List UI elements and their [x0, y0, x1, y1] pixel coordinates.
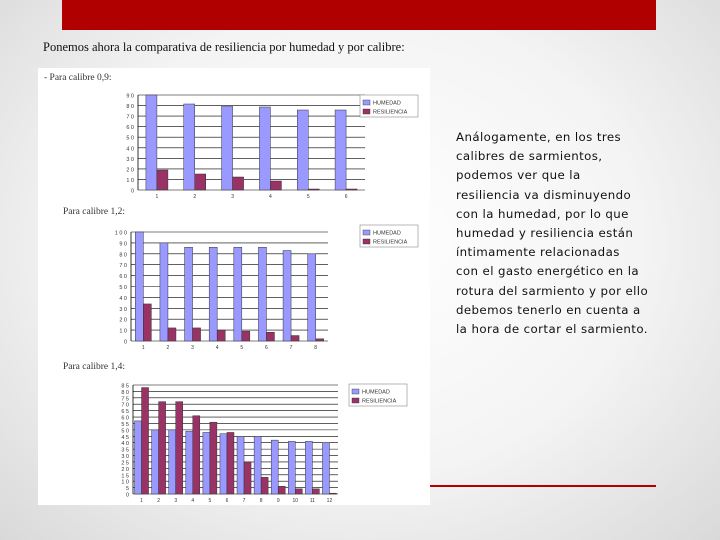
slide-heading: Ponemos ahora la comparativa de resiliencia por humedad y por calibre: — [43, 40, 405, 54]
x-tick-label: 4 — [269, 194, 272, 200]
paragraph-line: con la humedad, por lo que — [456, 206, 629, 221]
paragraph-line: la hora de cortar el sarmiento. — [456, 322, 648, 337]
bar-resiliencia — [210, 422, 217, 494]
bar-humedad — [322, 443, 329, 494]
paragraph-line: rotura del sarmiento y por ello — [456, 283, 649, 298]
y-tick-label: 8 5 — [121, 383, 129, 390]
y-tick-label: 6 5 — [121, 409, 129, 416]
y-tick-label: 3 5 — [121, 447, 129, 454]
x-tick-label: 5 — [208, 498, 212, 504]
legend-label: HUMEDAD — [373, 100, 401, 107]
y-tick-label: 5 0 — [126, 135, 134, 142]
bar-resiliencia — [142, 388, 149, 494]
y-tick-label: 7 0 — [121, 402, 129, 409]
y-tick-label: 6 0 — [119, 274, 127, 281]
y-tick-label: 0 — [130, 188, 134, 195]
bar-humedad — [237, 436, 244, 494]
y-tick-label: 5 — [125, 486, 129, 493]
chart-calibre-1-4 — [38, 68, 430, 505]
bar-humedad — [254, 436, 261, 494]
y-tick-label: 1 0 — [126, 177, 134, 184]
paragraph-line: con el gasto energético en la — [456, 264, 640, 279]
bar-humedad — [169, 430, 176, 494]
charts-figure — [38, 68, 430, 505]
legend-swatch — [352, 398, 359, 403]
bar-humedad — [305, 441, 312, 494]
y-tick-label: 3 0 — [121, 454, 129, 461]
x-tick-label: 3 — [231, 194, 234, 200]
y-tick-label: 3 0 — [126, 156, 134, 163]
bar-resiliencia — [261, 477, 268, 494]
y-tick-label: 7 0 — [119, 263, 127, 270]
bar-humedad — [186, 431, 193, 494]
y-tick-label: 8 0 — [126, 104, 134, 111]
x-tick-label: 2 — [157, 498, 161, 504]
y-tick-label: 2 0 — [119, 317, 127, 324]
title-accent-bar — [62, 0, 656, 30]
paragraph-line: íntimamente relacionadas — [456, 245, 620, 260]
y-tick-label: 1 0 — [121, 479, 129, 486]
x-tick-label: 2 — [193, 194, 197, 200]
bar-resiliencia — [176, 402, 183, 494]
paragraph-line: humedad y resiliencia están — [456, 226, 634, 241]
x-tick-label: 11 — [309, 498, 315, 504]
y-tick-label: 6 0 — [126, 125, 134, 132]
legend-label: RESILIENCIA — [373, 109, 408, 116]
x-tick-label: 1 — [141, 345, 145, 351]
x-tick-label: 7 — [289, 345, 293, 351]
x-tick-label: 6 — [225, 498, 229, 504]
paragraph-line: resiliencia va disminuyendo — [456, 187, 632, 202]
bar-resiliencia — [227, 432, 234, 494]
x-tick-label: 8 — [259, 498, 263, 504]
bar-resiliencia — [312, 489, 319, 494]
bar-humedad — [203, 432, 210, 494]
bar-humedad — [288, 441, 295, 494]
y-tick-label: 9 0 — [119, 241, 127, 248]
y-tick-label: 4 0 — [119, 295, 127, 302]
x-tick-label: 8 — [314, 345, 318, 351]
x-tick-label: 7 — [242, 498, 246, 504]
legend-swatch — [352, 389, 359, 394]
bar-humedad — [271, 440, 278, 494]
paragraph-line: podemos ver que la — [456, 168, 581, 183]
bar-humedad — [220, 434, 227, 494]
y-tick-label: 1 5 — [121, 473, 129, 480]
paragraph-line: Análogamente, en los tres — [456, 130, 622, 144]
y-tick-label: 5 0 — [119, 285, 127, 291]
x-tick-label: 2 — [166, 345, 170, 351]
y-tick-label: 1 0 0 — [114, 230, 127, 237]
legend-label: RESILIENCIA — [373, 239, 408, 246]
y-tick-label: 4 0 — [126, 146, 134, 153]
x-tick-label: 6 — [344, 194, 348, 200]
y-tick-label: 0 — [123, 339, 127, 346]
x-tick-label: 5 — [240, 345, 244, 351]
y-tick-label: 1 0 — [119, 328, 127, 335]
chart-1-title: - Para calibre 0,9: — [44, 73, 112, 83]
bar-humedad — [135, 421, 142, 494]
y-tick-label: 2 0 — [126, 167, 134, 174]
bar-resiliencia — [329, 493, 336, 494]
y-tick-label: 8 0 — [121, 389, 129, 396]
x-tick-label: 12 — [326, 498, 333, 504]
legend-label: RESILIENCIA — [362, 398, 397, 405]
y-tick-label: 7 0 — [126, 114, 134, 121]
bar-humedad — [152, 430, 159, 494]
y-tick-label: 5 5 — [121, 421, 129, 428]
x-tick-label: 1 — [155, 194, 159, 200]
y-tick-label: 2 5 — [121, 460, 129, 467]
bottom-accent-line — [430, 485, 656, 487]
y-tick-label: 2 0 — [121, 466, 129, 473]
x-tick-label: 6 — [265, 345, 268, 351]
x-tick-label: 1 — [140, 498, 143, 504]
y-tick-label: 3 0 — [119, 306, 127, 313]
paragraph-line: debemos tenerlo en cuenta a — [456, 302, 641, 317]
y-tick-label: 4 5 — [121, 434, 129, 441]
x-tick-label: 4 — [215, 345, 219, 351]
x-tick-label: 9 — [276, 498, 280, 504]
x-tick-label: 4 — [191, 498, 195, 504]
y-tick-label: 0 — [125, 492, 129, 499]
x-tick-label: 10 — [292, 498, 299, 504]
y-tick-label: 9 0 — [126, 93, 134, 100]
bar-resiliencia — [159, 402, 166, 494]
y-tick-label: 5 0 — [121, 428, 129, 435]
bar-resiliencia — [278, 486, 285, 494]
x-tick-label: 3 — [174, 498, 178, 504]
x-tick-label: 3 — [191, 345, 194, 351]
paragraph-line: calibres de sarmientos, — [456, 149, 603, 164]
y-tick-label: 7 5 — [121, 396, 129, 403]
explanation-paragraph — [456, 128, 671, 339]
bar-resiliencia — [244, 462, 251, 494]
y-tick-label: 4 0 — [121, 441, 129, 448]
bar-resiliencia — [193, 416, 200, 494]
legend-label: HUMEDAD — [373, 230, 401, 237]
chart-2-title: Para calibre 1,2: — [63, 207, 125, 217]
x-tick-label: 5 — [306, 194, 310, 200]
bar-resiliencia — [295, 489, 302, 494]
y-tick-label: 8 0 — [119, 252, 127, 259]
y-tick-label: 6 0 — [121, 415, 129, 422]
chart-3-title: Para calibre 1,4: — [63, 362, 125, 372]
legend-label: HUMEDAD — [362, 389, 390, 396]
